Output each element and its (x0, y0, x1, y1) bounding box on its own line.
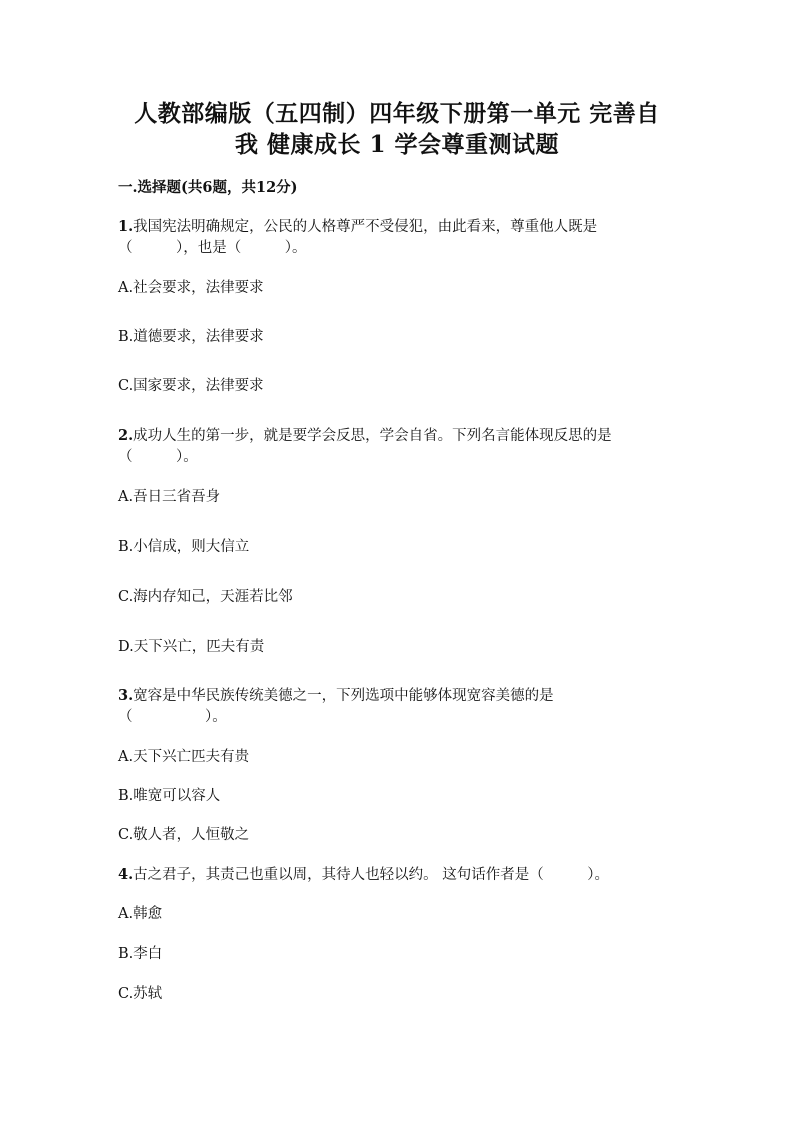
question-text-line-1: 我国宪法明确规定，公民的人格尊严不受侵犯，由此看来，尊重他人既是 (133, 219, 598, 235)
question-number: 2. (118, 427, 134, 444)
question-1-line-2: （ ），也是（ ）。 (118, 240, 307, 256)
question-4 (118, 865, 678, 885)
question-4-option-b[interactable]: B.李白 (118, 946, 163, 962)
question-4-option-a[interactable]: A.韩愈 (118, 906, 163, 922)
question-3-option-a[interactable]: A.天下兴亡匹夫有贵 (118, 749, 250, 765)
question-1-option-a[interactable]: A.社会要求，法律要求 (118, 280, 264, 296)
question-number: 3. (118, 687, 134, 704)
question-4-option-c[interactable]: C.苏轼 (118, 986, 163, 1002)
question-3-option-b[interactable]: B.唯宽可以容人 (118, 788, 221, 804)
question-1 (118, 217, 678, 237)
question-2 (118, 426, 678, 446)
question-2-line-2: （ ）。 (118, 449, 198, 465)
question-1-option-c[interactable]: C.国家要求，法律要求 (118, 378, 264, 394)
question-3-option-c[interactable]: C.敬人者，人恒敬之 (118, 827, 250, 843)
question-2-option-b[interactable]: B.小信成，则大信立 (118, 539, 250, 555)
question-text-line-1: 宽容是中华民族传统美德之一，下列选项中能够体现宽容美德的是 (133, 688, 554, 704)
question-text-line-1: 古之君子，其责己也重以周，其待人也轻以约。 这句话作者是（ ）。 (133, 867, 609, 883)
question-2-option-a[interactable]: A.吾日三省吾身 (118, 489, 221, 505)
question-1-option-b[interactable]: B.道德要求，法律要求 (118, 329, 264, 345)
page-title-line-2: 我 健康成长 1 学会尊重测试题 (234, 131, 560, 158)
question-text-line-1: 成功人生的第一步，就是要学会反思，学会自省。下列名言能体现反思的是 (133, 428, 612, 444)
question-number: 1. (118, 218, 134, 235)
question-3 (118, 686, 678, 706)
section-heading: 一.选择题(共6题，共12分) (118, 179, 298, 196)
question-3-line-2: （ ）。 (118, 709, 227, 725)
question-2-option-d[interactable]: D.天下兴亡，匹夫有责 (118, 639, 265, 655)
question-2-option-c[interactable]: C.海内存知己，天涯若比邻 (118, 589, 293, 605)
question-number: 4. (118, 866, 134, 883)
page-title-line-1: 人教部编版（五四制）四年级下册第一单元 完善自 (134, 100, 660, 127)
